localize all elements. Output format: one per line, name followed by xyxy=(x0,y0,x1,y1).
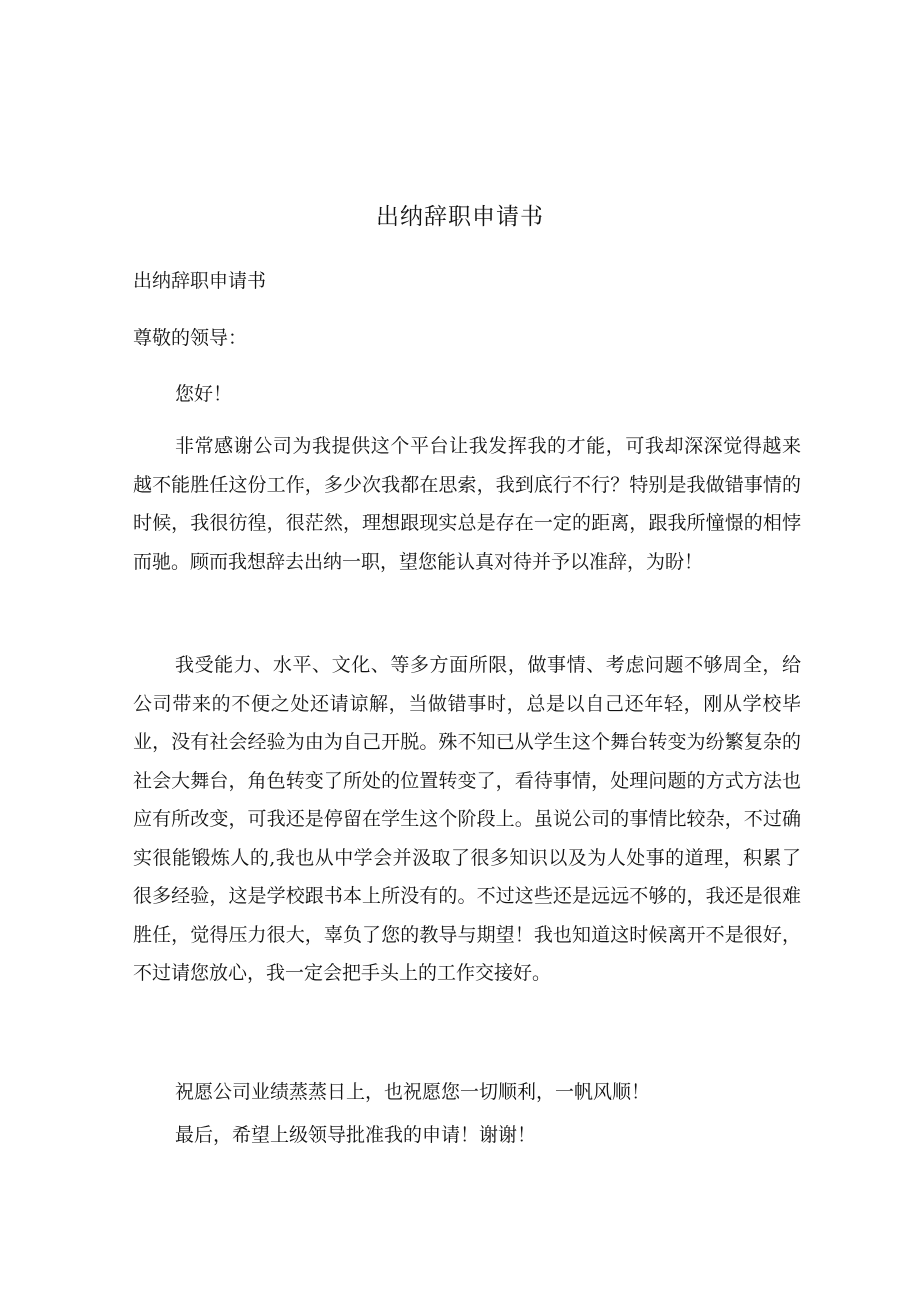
body-paragraph-1: 非常感谢公司为我提供这个平台让我发挥我的才能，可我却深深觉得越来越不能胜任这份工作，多少次我都在思索，我到底行不行？特别是我做错事情的时候，我很彷徨，很茫然，理想跟现实总是存在一定的距离，跟我所憧憬的相悖而驰。顾而我想辞去出纳一职，望您能认真对待并予以准辞，为盼！ xyxy=(133,435,801,573)
document-subtitle: 出纳辞职申请书 xyxy=(133,270,267,292)
closing-request: 最后，希望上级领导批准我的申请！谢谢！ xyxy=(175,1124,537,1146)
closing-wish: 祝愿公司业绩蒸蒸日上，也祝愿您一切顺利，一帆风顺！ xyxy=(175,1081,651,1103)
greeting: 您好！ xyxy=(175,383,233,405)
salutation: 尊敬的领导： xyxy=(133,327,248,349)
body-paragraph-2: 我受能力、水平、文化、等多方面所限，做事情、考虑问题不够周全，给公司带来的不便之处还请谅解，当做错事时，总是以自己还年轻，刚从学校毕业，没有社会经验为由为自己开脱。殊不知已从学生这个舞台转变为纷繁复杂的社会大舞台，角色转变了所处的位置转变了，看待事情，处理问题的方式方法也应有所改变，可我还是停留在学生这个阶段上。虽说公司的事情比较杂，不过确实很能锻炼人的,我也从中学会并汲取了很多知识以及为人处事的道理，积累了很多经验，这是学校跟书本上所没有的。不过这些还是远远不够的，我还是很难胜任，觉得压力很大，辜负了您的教导与期望！我也知道这时候离开不是很好，不过请您放心，我一定会把手头上的工作交接好。 xyxy=(133,654,801,984)
document-title: 出纳辞职申请书 xyxy=(376,204,544,230)
